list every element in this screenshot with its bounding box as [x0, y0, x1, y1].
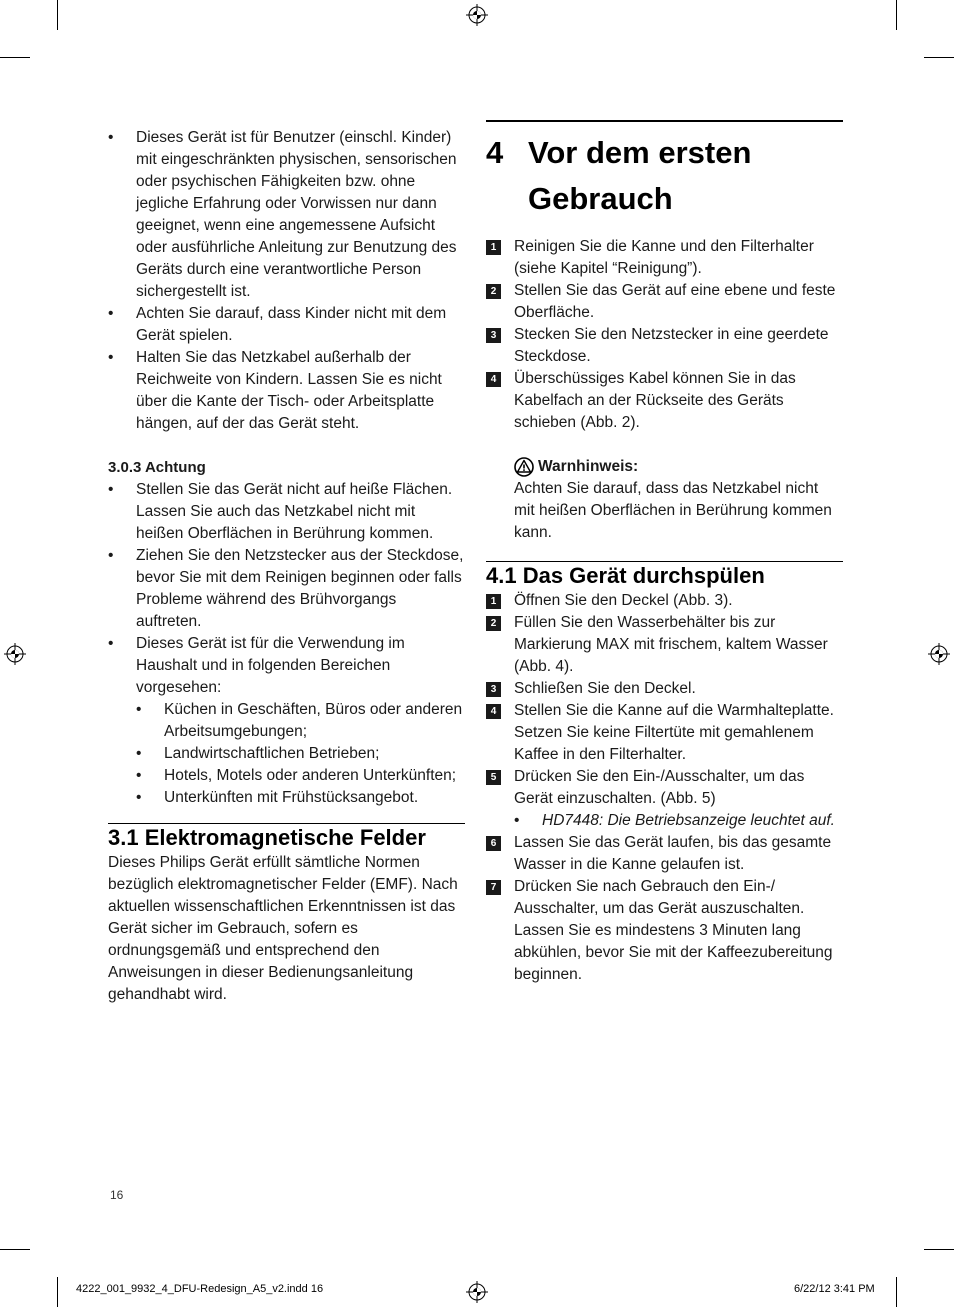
list-item	[136, 743, 465, 765]
step-text: Stellen Sie die Kanne auf die Warmhalteplatte. Setzen Sie keine Filtertüte mit gemahlenem Kaffee in den Filterhalter.	[514, 702, 834, 763]
step-text: Schließen Sie den Deckel.	[514, 680, 696, 697]
chapter-number: 4	[486, 135, 504, 170]
list-item-text: Küchen in Geschäften, Büros oder anderen Arbeitsumgebungen;	[164, 701, 463, 740]
emf-paragraph: Dieses Philips Gerät erfüllt sämtliche Normen bezüglich elektromagnetischer Felder (EMF). Nach aktuellen wissenschaftlichen Erkenntnissen ist das Gerät sicher im Gebrauch, sofern es ordnungsgemäß und entsprechend den Anweisungen in dieser Bedienungsanleitung gehandhabt wird.	[108, 854, 458, 1003]
list-item	[486, 612, 843, 678]
right-column	[486, 120, 843, 986]
step-note	[486, 810, 843, 832]
registration-mark-icon	[4, 643, 26, 665]
section-title-emf: 3.1 Elektromagnetische Felder	[108, 825, 426, 850]
list-item	[486, 368, 843, 434]
left-column	[108, 127, 465, 1006]
step-note-text: HD7448: Die Betriebsanzeige leuchtet auf.	[542, 812, 835, 829]
list-item-text: Dieses Gerät ist für Benutzer (einschl. Kinder) mit eingeschränkten physischen, sensorischen oder psychischen Fähigkeiten bzw. ohne jegliche Erfahrung oder Vorwissen nur dann geeignet, wenn eine angemessene Aufsicht oder ausführliche Anleitung zur Benutzung des Geräts durch eine verantwortliche Person sichergestellt ist.	[136, 129, 457, 300]
list-item	[486, 324, 843, 368]
section-title-rinse: 4.1 Das Gerät durchspülen	[486, 563, 765, 588]
step-number-badge: 6	[486, 836, 501, 851]
crop-mark	[57, 0, 58, 30]
chapter-title	[528, 130, 751, 222]
rinse-steps	[486, 590, 843, 810]
list-item	[486, 236, 843, 280]
step-number-badge: 4	[486, 372, 501, 387]
slug-file: 4222_001_9932_4_DFU-Redesign_A5_v2.indd 16	[76, 1283, 324, 1295]
bullet-icon: •	[136, 789, 142, 806]
chapter-title-line: Gebrauch	[528, 181, 673, 216]
warning-icon	[514, 457, 534, 477]
step-text: Drücken Sie nach Gebrauch den Ein-/ Ausschalter, um das Gerät auszuschalten. Lassen Sie es mindestens 3 Minuten lang abkühlen, bevor Sie mit der Kaffeezubereitung beginnen.	[514, 878, 833, 983]
warning-box	[486, 456, 843, 544]
bullet-icon: •	[108, 305, 114, 322]
step-text: Stecken Sie den Netzstecker in eine geerdete Steckdose.	[514, 326, 829, 365]
step-number-badge: 2	[486, 284, 501, 299]
step-number-badge: 7	[486, 880, 501, 895]
step-text: Drücken Sie den Ein-/Ausschalter, um das Gerät einzuschalten. (Abb. 5)	[514, 768, 805, 807]
list-item	[486, 678, 843, 700]
crop-mark	[0, 1249, 30, 1250]
crop-mark	[896, 1277, 897, 1307]
chapter-title-line: Vor dem ersten	[528, 135, 752, 170]
list-item-text: Halten Sie das Netzkabel außerhalb der Reichweite von Kindern. Lassen Sie es nicht über die Kante der Tisch- oder Arbeitsplatte hängen, auf der das Gerät steht.	[136, 349, 442, 432]
bullet-icon: •	[136, 767, 142, 784]
bullet-icon: •	[136, 745, 142, 762]
step-number-badge: 4	[486, 704, 501, 719]
usage-areas-list	[136, 699, 465, 809]
registration-mark-icon	[466, 4, 488, 26]
bullet-icon: •	[108, 635, 114, 652]
list-item	[486, 876, 843, 986]
achtung-heading: 3.0.3 Achtung	[108, 459, 206, 476]
crop-mark	[924, 1249, 954, 1250]
chapter-rule	[486, 120, 843, 122]
page-number: 16	[110, 1188, 124, 1202]
step-number-badge: 5	[486, 770, 501, 785]
step-text: Füllen Sie den Wasserbehälter bis zur Markierung MAX mit frischem, kaltem Wasser (Abb. 4).	[514, 614, 828, 675]
registration-mark-icon	[466, 1281, 488, 1303]
list-item-text: Stellen Sie das Gerät nicht auf heiße Flächen. Lassen Sie auch das Netzkabel nicht mit heißen Oberflächen in Berührung kommen.	[136, 481, 453, 542]
step-number-badge: 1	[486, 594, 501, 609]
list-item	[136, 765, 465, 787]
list-item-text: Achten Sie darauf, dass Kinder nicht mit dem Gerät spielen.	[136, 305, 447, 344]
warning-text: Achten Sie darauf, dass das Netzkabel nicht mit heißen Oberflächen in Berührung kommen kann.	[514, 480, 832, 541]
step-text: Lassen Sie das Gerät laufen, bis das gesamte Wasser in die Kanne gelaufen ist.	[514, 834, 832, 873]
safety-bullet-list	[108, 127, 465, 435]
list-item-text: Landwirtschaftlichen Betrieben;	[164, 745, 380, 762]
bullet-icon: •	[108, 547, 114, 564]
crop-mark	[896, 0, 897, 30]
list-item	[108, 633, 465, 809]
crop-mark	[924, 57, 954, 58]
step-number-badge: 1	[486, 240, 501, 255]
slug-date: 6/22/12 3:41 PM	[794, 1283, 875, 1295]
step-text: Öffnen Sie den Deckel (Abb. 3).	[514, 592, 733, 609]
step-text: Reinigen Sie die Kanne und den Filterhalter (siehe Kapitel “Reinigung”).	[514, 238, 814, 277]
list-item	[108, 127, 465, 303]
crop-mark	[57, 1277, 58, 1307]
list-item	[486, 700, 843, 766]
list-item	[108, 303, 465, 347]
bullet-icon: •	[136, 701, 142, 718]
list-item-text: Ziehen Sie den Netzstecker aus der Steckdose, bevor Sie mit dem Reinigen beginnen oder falls Probleme während des Brühvorgangs auftreten.	[136, 547, 464, 630]
list-item-text: Dieses Gerät ist für die Verwendung im Haushalt und in folgenden Bereichen vorgesehen:	[136, 635, 405, 696]
list-item	[486, 766, 843, 810]
step-text: Stellen Sie das Gerät auf eine ebene und feste Oberfläche.	[514, 282, 836, 321]
list-item	[108, 347, 465, 435]
list-item	[136, 787, 465, 809]
list-item-text: Hotels, Motels oder anderen Unterkünften;	[164, 767, 457, 784]
step-number-badge: 2	[486, 616, 501, 631]
list-item	[486, 832, 843, 876]
bullet-icon: •	[108, 129, 114, 146]
registration-mark-icon	[928, 643, 950, 665]
list-item	[108, 545, 465, 633]
list-item	[486, 280, 843, 324]
rinse-steps-continued	[486, 832, 843, 986]
setup-steps	[486, 236, 843, 434]
bullet-icon: •	[514, 812, 520, 829]
warning-title	[514, 456, 843, 478]
step-number-badge: 3	[486, 328, 501, 343]
step-number-badge: 3	[486, 682, 501, 697]
list-item-text: Unterkünften mit Frühstücksangebot.	[164, 789, 419, 806]
list-item	[108, 479, 465, 545]
achtung-bullet-list	[108, 479, 465, 809]
step-text: Überschüssiges Kabel können Sie in das Kabelfach an der Rückseite des Geräts schieben (Abb. 2).	[514, 370, 796, 431]
bullet-icon: •	[108, 481, 114, 498]
list-item	[136, 699, 465, 743]
crop-mark	[0, 57, 30, 58]
chapter-heading	[486, 130, 843, 222]
bullet-icon: •	[108, 349, 114, 366]
warning-title-text: Warnhinweis:	[538, 458, 639, 475]
list-item	[486, 590, 843, 612]
